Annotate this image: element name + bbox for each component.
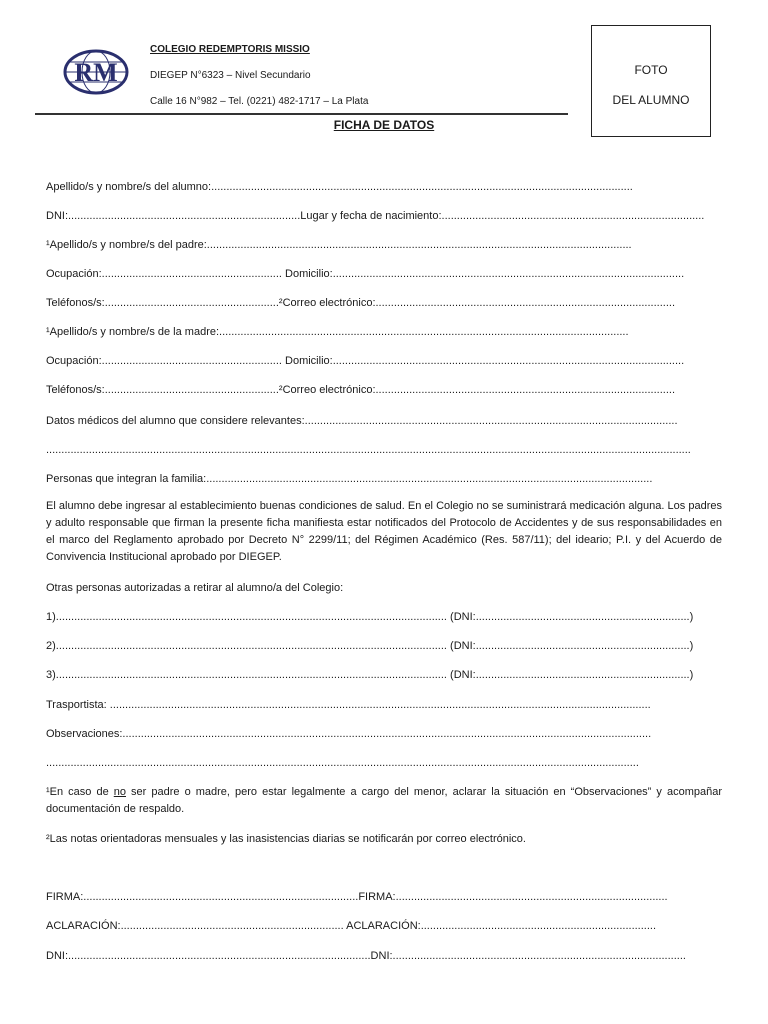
- form-title: FICHA DE DATOS: [333, 118, 435, 132]
- note-1-underlined: no: [113, 786, 126, 798]
- field-autorizado-1[interactable]: 1)................................................................................................................................ (DNI:......................................................................): [46, 611, 694, 623]
- field-padre-telefonos[interactable]: Teléfonos/s:.........................................................²Correo electrónico:..................................................................................................: [46, 297, 675, 309]
- field-observaciones[interactable]: Observaciones:.............................................................................................................................................................................: [46, 728, 652, 740]
- field-autorizado-2[interactable]: 2)................................................................................................................................ (DNI:......................................................................): [46, 640, 694, 652]
- school-name: COLEGIO REDEMPTORIS MISSIO: [150, 44, 310, 55]
- note-2: ²Las notas orientadoras mensuales y las inasistencias diarias se notificarán por correo electrónico.: [46, 833, 526, 845]
- note-1: [46, 784, 722, 818]
- note-1-prefix: ¹En caso de: [46, 786, 114, 798]
- field-trasportista[interactable]: Trasportista: .................................................................................................................................................................................: [46, 699, 651, 711]
- paragraph-condiciones: [46, 498, 722, 566]
- field-datos-medicos[interactable]: Datos médicos del alumno que considere relevantes:..........................................................................................................................: [46, 415, 678, 427]
- field-padre-nombre[interactable]: ¹Apellido/s y nombre/s del padre:...........................................................................................................................................: [46, 239, 632, 251]
- label-otras-personas: Otras personas autorizadas a retirar al alumno/a del Colegio:: [46, 582, 344, 594]
- field-familia[interactable]: Personas que integran la familia:..................................................................................................................................................: [46, 473, 653, 485]
- field-datos-medicos-cont[interactable]: ...................................................................................................................................................................................................................: [46, 444, 691, 456]
- photo-box-label-1: FOTO: [634, 63, 668, 77]
- field-autorizado-3[interactable]: 3)................................................................................................................................ (DNI:......................................................................): [46, 669, 694, 681]
- field-firma[interactable]: FIRMA:..........................................................................................FIRMA:.........................................................................................: [46, 891, 668, 903]
- note-1-suffix: ser padre o madre, pero estar legalmente a cargo del menor, aclarar la situación en “Observaciones” y acompañar documentación de respaldo.: [46, 786, 722, 815]
- school-address: Calle 16 N°982 – Tel. (0221) 482-1717 – La Plata: [150, 96, 369, 107]
- field-aclaracion[interactable]: ACLARACIÓN:......................................................................... ACLARACIÓN:.............................................................................: [46, 920, 657, 932]
- paragraph-condiciones-text: El alumno debe ingresar al establecimiento buenas condiciones de salud. En el Colegio no se suministrará medicación alguna. Los padres y adulto responsable que firman la presente ficha manifiesta estar notificados del Protocolo de Accidentes y de sus responsabilidades en el marco del Reglamento aprobado por Decreto N° 2299/11; del Régimen Académico (Res. 587/11); del ideario; P.I. y del Acuerdo de Convivencia Institucional aprobado por DIEGEP.: [46, 500, 722, 563]
- field-madre-nombre[interactable]: ¹Apellido/s y nombre/s de la madre:......................................................................................................................................: [46, 326, 629, 338]
- school-diegep: DIEGEP N°6323 – Nivel Secundario: [150, 70, 311, 81]
- photo-box-label-2: DEL ALUMNO: [612, 93, 690, 107]
- logo-lettering: RM: [74, 58, 118, 87]
- field-madre-ocupacion[interactable]: Ocupación:........................................................... Domicilio:...................................................................................................................: [46, 355, 685, 367]
- field-dni-nacimiento[interactable]: DNI:............................................................................Lugar y fecha de nacimiento:......................................................................................: [46, 210, 705, 222]
- field-padre-ocupacion[interactable]: Ocupación:........................................................... Domicilio:...................................................................................................................: [46, 268, 685, 280]
- field-observaciones-cont[interactable]: ..................................................................................................................................................................................................: [46, 757, 639, 769]
- field-madre-telefonos[interactable]: Teléfonos/s:.........................................................²Correo electrónico:..................................................................................................: [46, 384, 675, 396]
- field-dni-firma[interactable]: DNI:...................................................................................................DNI:................................................................................................: [46, 950, 686, 962]
- field-alumno-nombre[interactable]: Apellido/s y nombre/s del alumno:..........................................................................................................................................: [46, 181, 633, 193]
- school-logo: [62, 48, 130, 96]
- header-divider: [35, 113, 568, 115]
